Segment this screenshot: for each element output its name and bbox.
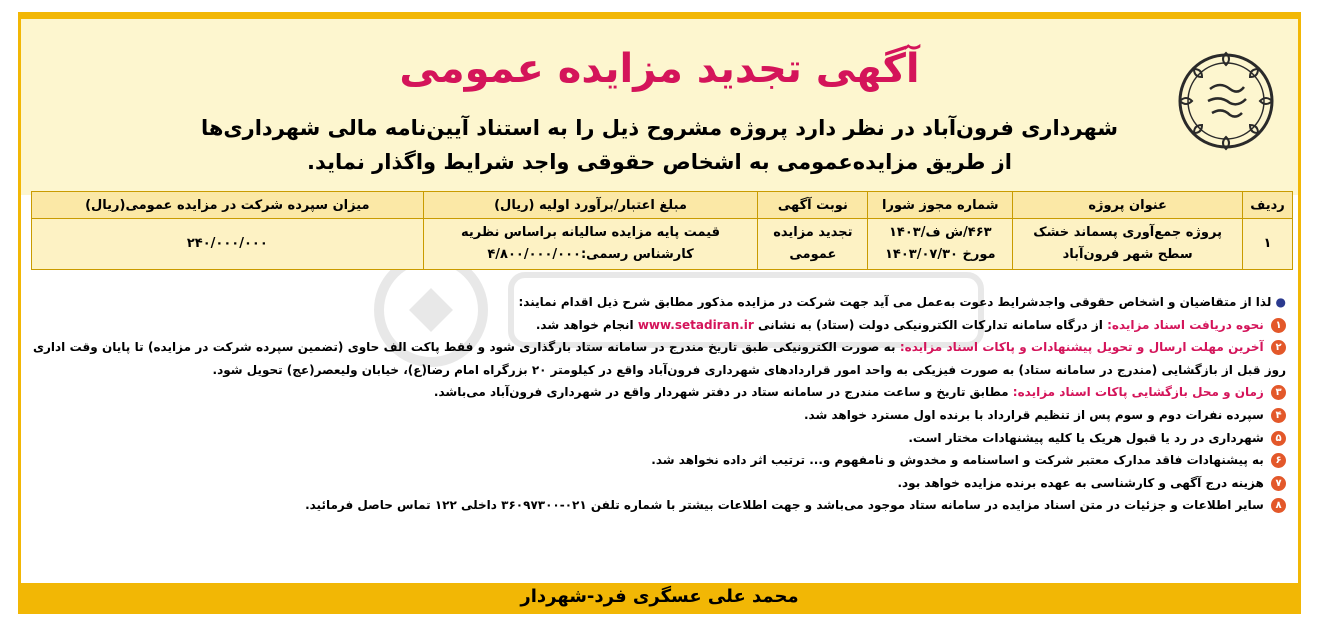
mayor-signature: محمد علی عسگری فرد-شهردار [520,586,799,607]
number-badge-icon: ۷ [1271,476,1286,491]
cell-project [1013,219,1243,270]
item-1-text: از درگاه سامانه تدارکات الکترونیکی دولت (ستاد) به نشانی [753,317,1103,332]
column-header-notice: نوبت آگهی [758,192,868,219]
notice-title: آگهی تجدید مزایده عمومی [399,46,920,92]
notice-subtitle [171,111,1148,179]
notice-body [33,291,1286,517]
amount-line-2: کارشناس رسمی:۴/۸۰۰/۰۰۰/۰۰۰ [487,247,694,262]
subtitle-line-1: شهرداری فرون‌آباد در نظر دارد پروژه مشروح ذیل را به استناد آیین‌نامه مالی شهرداری‌ها [200,116,1119,140]
list-item [33,381,1286,404]
cell-amount [423,219,758,270]
cell-deposit: ۲۴۰/۰۰۰/۰۰۰ [32,219,424,270]
permit-line-1: ۴۶۳/ش ف/۱۴۰۳ [888,225,992,240]
number-badge-icon: ۳ [1271,385,1286,400]
column-header-deposit: میزان سپرده شرکت در مزایده عمومی(ریال) [32,192,424,219]
item-2-text: به صورت الکترونیکی طبق تاریخ مندرج در سامانه ستاد بارگذاری شود و فقط پاکت الف حاوی (تضمین سپرده شرکت در مزایده) تا پایان وقت اداری روز قبل از بازگشایی (مندرج در سامانه ستاد) به صورت فیزیکی به واحد امور قراردادهای شهرداری فرون‌آباد واقع در کیلومتر ۲۰ بزرگراه امام رضا(ع)، خیابان ولیعصر(عج) تحویل شود. [33,340,1286,377]
item-6-text: به پیشنهادات فاقد مدارک معتبر شرکت و اساسنامه و مخدوش و نامفهوم و... ترتیب اثر داده نخواهد شد. [651,453,1264,468]
list-item [33,449,1286,472]
cell-notice [758,219,868,270]
item-7-text: هزینه درج آگهی و کارشناسی به عهده برنده مزایده خواهد بود. [897,475,1264,490]
signature-footer [21,583,1298,611]
auction-notice-ad [18,12,1301,614]
item-1-end: انجام خواهد شد. [535,317,634,332]
cell-index: ۱ [1243,219,1293,270]
notice-line-2: عمومی [789,247,837,262]
municipality-seal-icon [1174,39,1278,163]
project-line-1: پروژه جمع‌آوری پسماند خشک [1033,225,1222,240]
subtitle-line-2: از طریق مزایده‌عمومی به اشخاص حقوقی واجد شرایط واگذار نماید. [307,150,1012,174]
column-header-index: ردیف [1243,192,1293,219]
project-line-2: سطح شهر فرون‌آباد [1062,247,1193,262]
item-5-text: شهرداری در رد یا قبول هریک یا کلیه پیشنهادات مختار است. [908,430,1264,445]
projects-table [31,191,1293,270]
list-item [33,336,1286,381]
column-header-amount: مبلغ اعتبار/برآورد اولیه (ریال) [423,192,758,219]
number-badge-icon: ۲ [1271,340,1286,355]
bullet-icon: ● [1275,295,1286,309]
number-badge-icon: ۵ [1271,431,1286,446]
item-4-text: سپرده نفرات دوم و سوم پس از تنظیم قرارداد با برنده اول مسترد خواهد شد. [804,407,1264,422]
number-badge-icon: ۴ [1271,408,1286,423]
number-badge-icon: ۸ [1271,498,1286,513]
notice-header [21,19,1298,195]
item-1-label: نحوه دریافت اسناد مزایده: [1107,317,1264,332]
setad-link[interactable]: www.setadiran.ir [637,317,754,332]
column-header-project: عنوان پروژه [1013,192,1243,219]
notice-line-1: تجدید مزایده [773,225,853,240]
amount-line-1: قیمت پایه مزایده سالیانه براساس نظریه [461,225,721,240]
cell-permit [868,219,1013,270]
table-header-row [32,192,1293,219]
intro-paragraph [33,291,1286,314]
intro-text: لذا از متقاضیان و اشخاص حقوقی واجدشرایط دعوت به‌عمل می آید جهت شرکت در مزایده مذکور مطابق شرح ذیل اقدام نمایند: [518,295,1272,309]
list-item [33,314,1286,337]
list-item [33,404,1286,427]
table-row [32,219,1293,270]
number-badge-icon: ۶ [1271,453,1286,468]
number-badge-icon: ۱ [1271,318,1286,333]
column-header-permit: شماره مجوز شورا [868,192,1013,219]
list-item [33,427,1286,450]
item-2-label: آخرین مهلت ارسال و تحویل پیشنهادات و پاکات اسناد مزایده: [899,340,1264,355]
list-item [33,494,1286,517]
item-3-text: مطابق تاریخ و ساعت مندرج در سامانه ستاد در دفتر شهردار واقع در شهرداری فرون‌آباد می‌باشد. [433,385,1009,400]
list-item [33,472,1286,495]
permit-line-2: مورخ ۱۴۰۳/۰۷/۳۰ [885,247,996,262]
item-3-label: زمان و محل بازگشایی پاکات اسناد مزایده: [1012,385,1264,400]
item-8-text: سایر اطلاعات و جزئیات در متن اسناد مزایده در سامانه ستاد موجود می‌باشد و جهت اطلاعات بیشتر با شماره تلفن ۰۲۱-۳۶۰۹۷۳۰۰ داخلی ۱۲۲ تماس حاصل فرمائید. [305,498,1264,513]
